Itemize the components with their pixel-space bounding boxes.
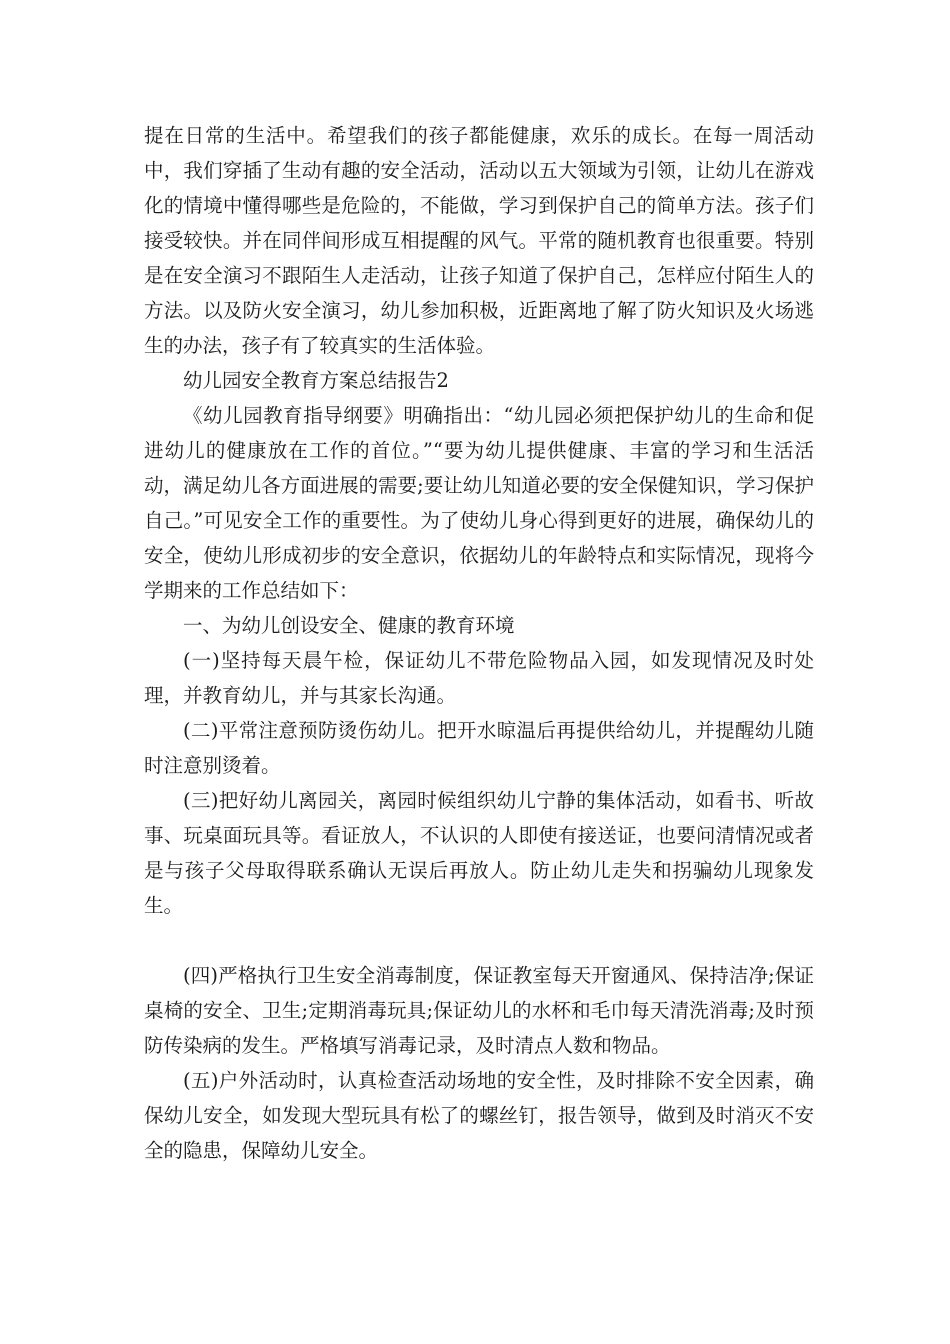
list-item-3: (三)把好幼儿离园关，离园时候组织幼儿宁静的集体活动，如看书、听故事、玩桌面玩具等。看证放人，不认识的人即使有接送证，也要问清情况或者是与孩子父母取得联系确认无误后再放人。防止幼儿走失和拐骗幼儿现象发生。 <box>144 789 814 917</box>
paragraph-guideline-quote: 《幼儿园教育指导纲要》明确指出：“幼儿园必须把保护幼儿的生命和促进幼儿的健康放在工作的首位。”“要为幼儿提供健康、丰富的学习和生活活动，满足幼儿各方面进展的需要;要让幼儿知道必要的安全保健知识，学习保护自己。”可见安全工作的重要性。为了使幼儿身心得到更好的进展，确保幼儿的安全，使幼儿形成初步的安全意识，依据幼儿的年龄特点和实际情况，现将今学期来的工作总结如下： <box>144 404 814 602</box>
section-title: 幼儿园安全教育方案总结报告2 <box>183 369 449 392</box>
list-item-5: (五)户外活动时，认真检查活动场地的安全性，及时排除不安全因素，确保幼儿安全，如发现大型玩具有松了的螺丝钉，报告领导，做到及时消灭不安全的隐患，保障幼儿安全。 <box>144 1069 814 1162</box>
subsection-heading: 一、为幼儿创设安全、健康的教育环境 <box>183 614 515 637</box>
paragraph-continuation: 提在日常的生活中。希望我们的孩子都能健康，欢乐的成长。在每一周活动中，我们穿插了生动有趣的安全活动，活动以五大领域为引领，让幼儿在游戏化的情境中懂得哪些是危险的，不能做，学习到保护自己的简单方法。孩子们接受较快。并在同伴间形成互相提醒的风气。平常的随机教育也很重要。特别是在安全演习不跟陌生人走活动，让孩子知道了保护自己，怎样应付陌生人的方法。以及防火安全演习，幼儿参加积极，近距离地了解了防火知识及火场逃生的办法，孩子有了较真实的生活体验。 <box>144 124 814 357</box>
list-item-2: (二)平常注意预防烫伤幼儿。把开水晾温后再提供给幼儿，并提醒幼儿随时注意别烫着。 <box>144 719 814 777</box>
list-item-4: (四)严格执行卫生安全消毒制度，保证教室每天开窗通风、保持洁净;保证桌椅的安全、卫生;定期消毒玩具;保证幼儿的水杯和毛巾每天清洗消毒;及时预防传染病的发生。严格填写消毒记录，及时清点人数和物品。 <box>144 964 814 1057</box>
document-body <box>144 118 814 1168</box>
list-item-1: (一)坚持每天晨午检，保证幼儿不带危险物品入园，如发现情况及时处理，并教育幼儿，并与其家长沟通。 <box>144 649 814 707</box>
paragraph-gap <box>144 923 814 958</box>
